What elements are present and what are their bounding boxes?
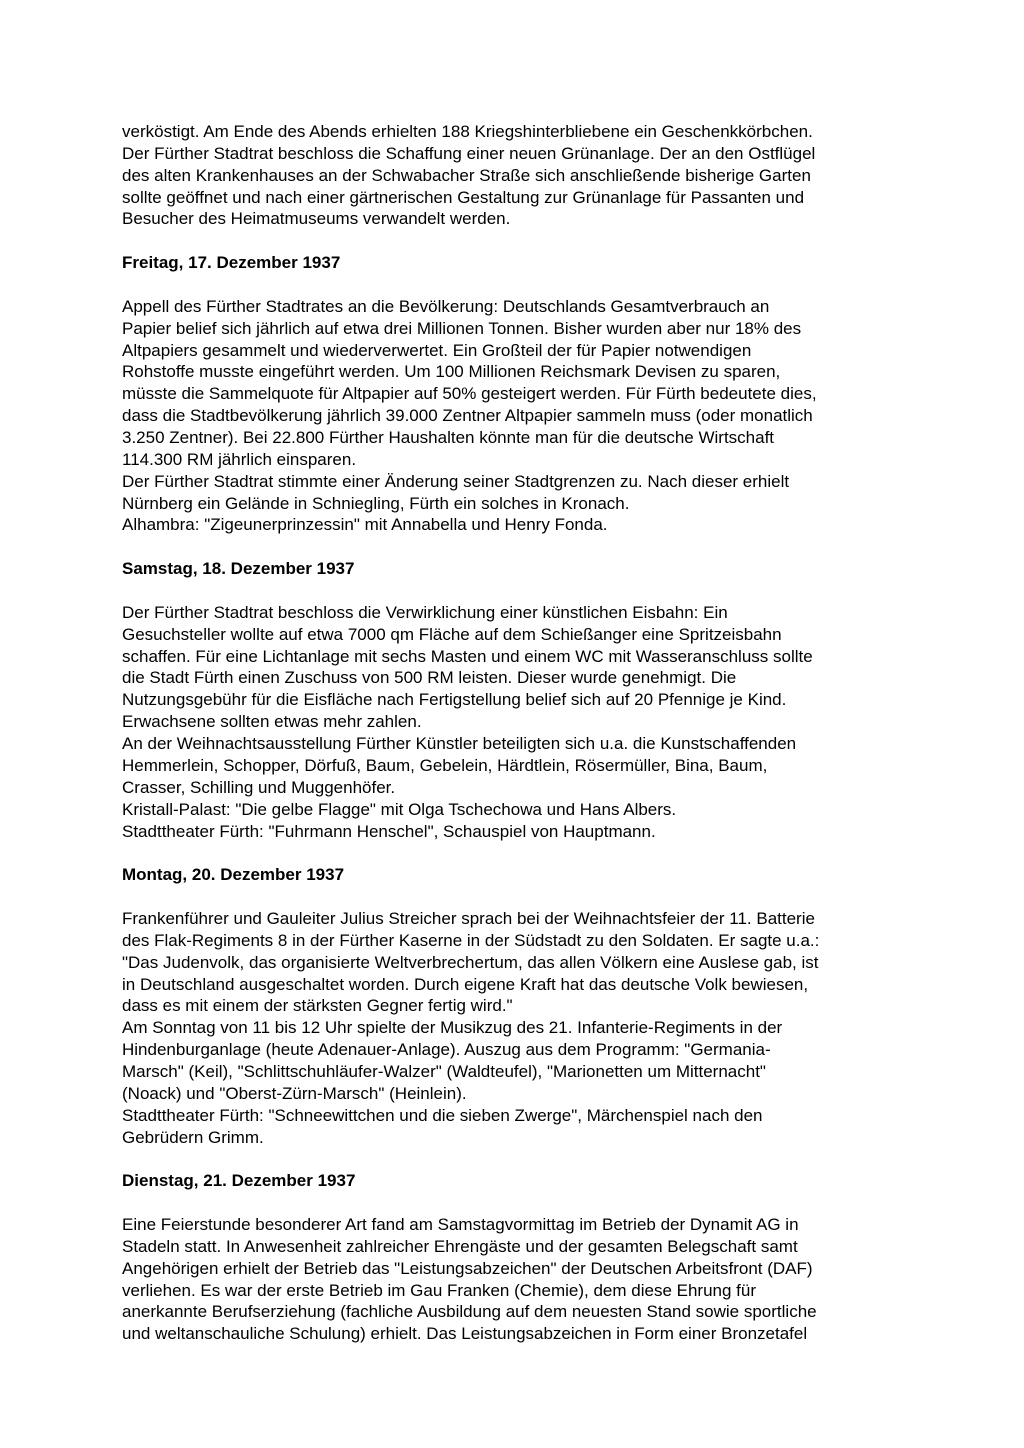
text-line: des alten Krankenhauses an der Schwabacher Straße sich anschließende bisherige Garten <box>122 165 811 185</box>
text-line: Kristall-Palast: "Die gelbe Flagge" mit Olga Tschechowa und Hans Albers. <box>122 799 677 819</box>
text-line: Alhambra: "Zigeunerprinzessin" mit Annabella und Henry Fonda. <box>122 515 608 535</box>
text-line: verköstigt. Am Ende des Abends erhielten 188 Kriegshinterbliebene ein Geschenkkörbchen. <box>122 122 813 141</box>
text-line: Der Fürther Stadtrat stimmte einer Änderung seiner Stadtgrenzen zu. Nach dieser erhielt <box>122 471 790 491</box>
document-content <box>122 121 922 1345</box>
text-line: in Deutschland ausgeschaltet worden. Durch eigene Kraft hat das deutsche Volk bewiesen, <box>122 974 809 994</box>
text-line: Eine Feierstunde besonderer Art fand am Samstagvormittag im Betrieb der Dynamit AG in <box>122 1214 799 1234</box>
text-line: Der Fürther Stadtrat beschloss die Verwirklichung einer künstlichen Eisbahn: Ein <box>122 602 728 622</box>
document-section <box>122 864 922 1148</box>
text-line: sollte geöffnet und nach einer gärtnerischen Gestaltung zur Grünanlage für Passanten und <box>122 187 805 207</box>
text-line: 3.250 Zentner). Bei 22.800 Fürther Haushalten könnte man für die deutsche Wirtschaft <box>122 428 775 448</box>
text-line: Rohstoffe musste eingeführt werden. Um 100 Millionen Reichsmark Devisen zu sparen, <box>122 362 781 382</box>
text-line: Angehörigen erhielt der Betrieb das "Leistungsabzeichen" der Deutschen Arbeitsfront (DAF) <box>122 1258 813 1278</box>
text-line: dass es mit einem der stärksten Gegner fertig wird." <box>122 996 513 1016</box>
text-line: Gebrüdern Grimm. <box>122 1127 264 1147</box>
text-line: "Das Judenvolk, das organisierte Weltverbrechertum, das allen Völkern eine Auslese gab, ist <box>122 952 819 972</box>
text-line: müsste die Sammelquote für Altpapier auf 50% gesteigert werden. Für Fürth bedeutete dies, <box>122 384 817 404</box>
text-line: Nürnberg ein Gelände in Schniegling, Fürth ein solches in Kronach. <box>122 493 630 513</box>
text-line: Erwachsene sollten etwas mehr zahlen. <box>122 712 422 732</box>
document-section <box>122 1170 922 1345</box>
text-line: An der Weihnachtsausstellung Fürther Künstler beteiligten sich u.a. die Kunstschaffenden <box>122 734 797 754</box>
document-section <box>122 121 922 230</box>
text-line: Papier belief sich jährlich auf etwa drei Millionen Tonnen. Bisher wurden aber nur 18% des <box>122 318 802 338</box>
text-line: die Stadt Fürth einen Zuschuss von 500 RM leisten. Dieser wurde genehmigt. Die <box>122 668 737 688</box>
text-line: Am Sonntag von 11 bis 12 Uhr spielte der Musikzug des 21. Infanterie-Regiments in der <box>122 1018 783 1038</box>
text-line: Stadttheater Fürth: "Fuhrmann Henschel", Schauspiel von Hauptmann. <box>122 821 656 841</box>
date-heading: Montag, 20. Dezember 1937 <box>122 865 345 885</box>
text-line: Hindenburganlage (heute Adenauer-Anlage). Auszug aus dem Programm: "Germania- <box>122 1040 771 1060</box>
document-section <box>122 558 922 842</box>
text-line: Marsch" (Keil), "Schlittschuhläufer-Walzer" (Waldteufel), "Marionetten um Mitternacht" <box>122 1061 766 1081</box>
text-line: (Noack) und "Oberst-Zürn-Marsch" (Heinlein). <box>122 1083 467 1103</box>
text-line: Stadttheater Fürth: "Schneewittchen und die sieben Zwerge", Märchenspiel nach den <box>122 1105 763 1125</box>
text-line: und weltanschauliche Schulung) erhielt. Das Leistungsabzeichen in Form einer Bronzetafel <box>122 1324 808 1344</box>
text-line: Besucher des Heimatmuseums verwandelt werden. <box>122 209 511 229</box>
date-heading: Freitag, 17. Dezember 1937 <box>122 253 341 273</box>
text-line: dass die Stadtbevölkerung jährlich 39.000 Zentner Altpapier sammeln muss (oder monatlich <box>122 406 813 426</box>
text-line: Frankenführer und Gauleiter Julius Streicher sprach bei der Weihnachtsfeier der 11. Batterie <box>122 908 815 928</box>
text-line: Altpapiers gesammelt und wiederverwertet. Ein Großteil der für Papier notwendigen <box>122 340 752 360</box>
date-heading: Dienstag, 21. Dezember 1937 <box>122 1171 356 1191</box>
document-section <box>122 252 922 536</box>
text-line: schaffen. Für eine Lichtanlage mit sechs Masten und einem WC mit Wasseranschluss sollte <box>122 646 813 666</box>
text-line: verliehen. Es war der erste Betrieb im Gau Franken (Chemie), dem diese Ehrung für <box>122 1280 756 1300</box>
text-line: Appell des Fürther Stadtrates an die Bevölkerung: Deutschlands Gesamtverbrauch an <box>122 296 770 316</box>
text-line: 114.300 RM jährlich einsparen. <box>122 449 357 469</box>
text-line: anerkannte Berufserziehung (fachliche Ausbildung auf dem neuesten Stand sowie sportliche <box>122 1302 817 1322</box>
text-line: Hemmerlein, Schopper, Dörfuß, Baum, Gebelein, Härdtlein, Rösermüller, Bina, Baum, <box>122 755 768 775</box>
text-line: Nutzungsgebühr für die Eisfläche nach Fertigstellung belief sich auf 20 Pfennige je Kind. <box>122 690 787 710</box>
text-line: Stadeln statt. In Anwesenheit zahlreicher Ehrengäste und der gesamten Belegschaft samt <box>122 1236 798 1256</box>
date-heading: Samstag, 18. Dezember 1937 <box>122 559 355 579</box>
text-line: Der Fürther Stadtrat beschloss die Schaffung einer neuen Grünanlage. Der an den Ostflügel <box>122 143 816 163</box>
text-line: Crasser, Schilling und Muggenhöfer. <box>122 777 396 797</box>
text-line: Gesuchsteller wollte auf etwa 7000 qm Fläche auf dem Schießanger eine Spritzeisbahn <box>122 624 782 644</box>
text-line: des Flak-Regiments 8 in der Fürther Kaserne in der Südstadt zu den Soldaten. Er sagte u.a.: <box>122 930 820 950</box>
